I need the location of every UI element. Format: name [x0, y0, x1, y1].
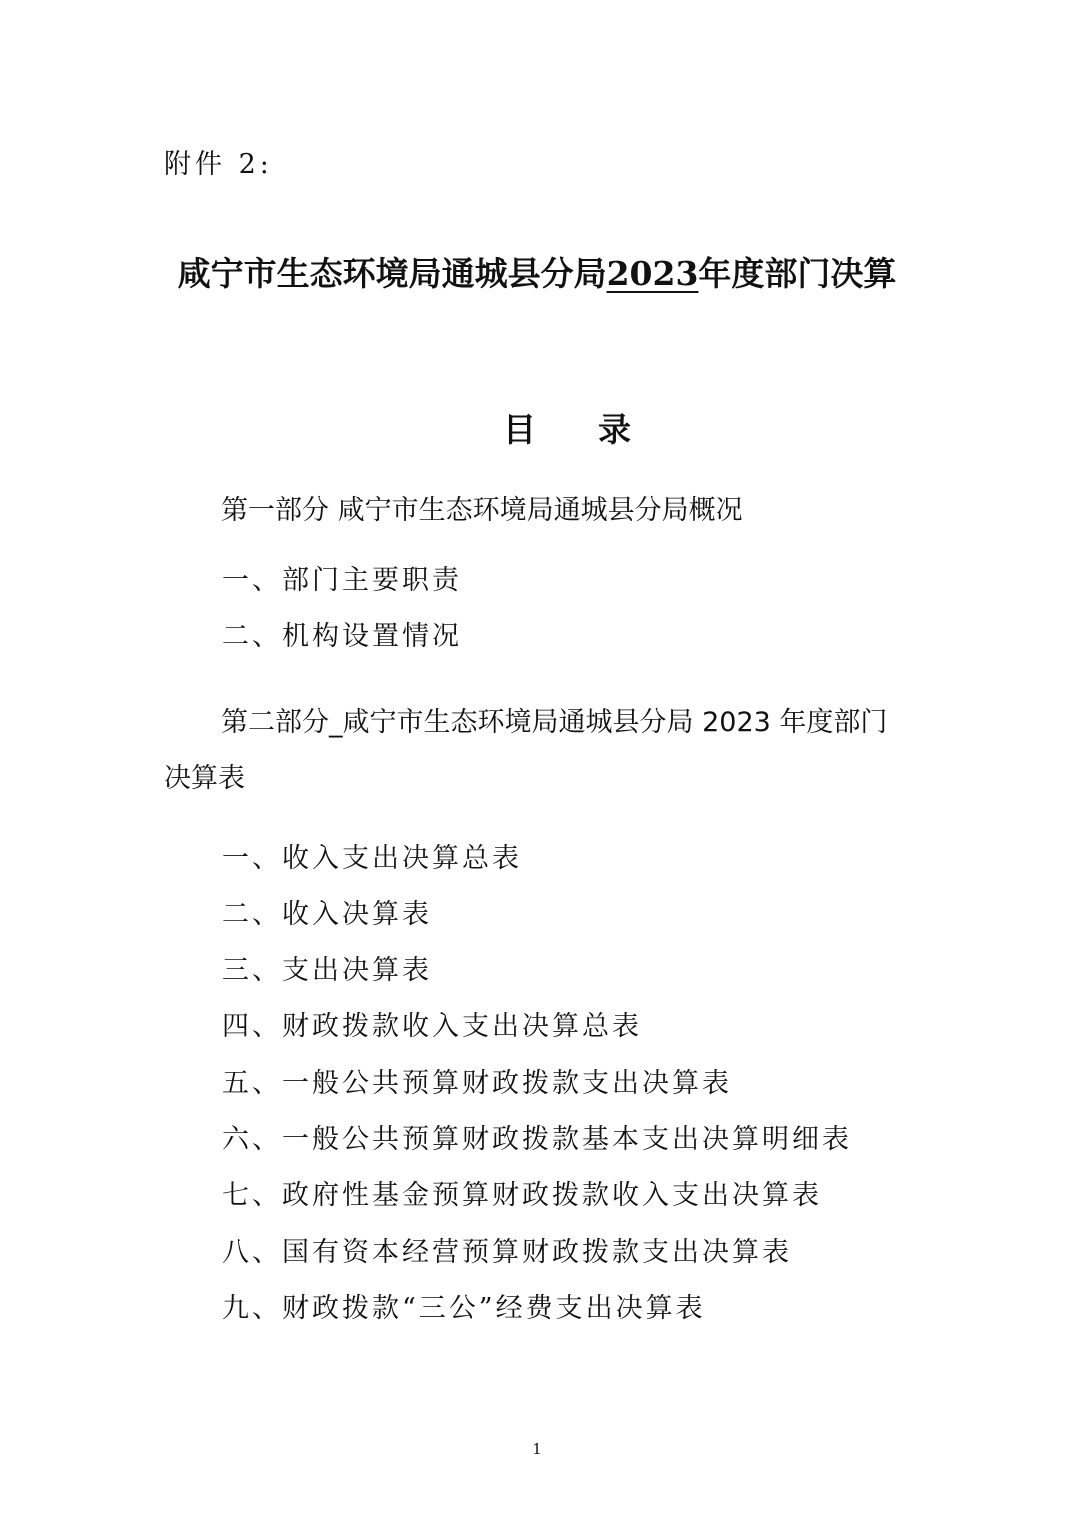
attachment-label: 附件 2:: [164, 149, 273, 180]
toc-item: 二、收入决算表: [222, 899, 432, 930]
toc-item: 七、政府性基金预算财政拨款收入支出决算表: [222, 1180, 822, 1211]
toc-item: 六、一般公共预算财政拨款基本支出决算明细表: [222, 1124, 852, 1155]
toc-item: 一、部门主要职责: [222, 565, 462, 596]
toc-item: 三、支出决算表: [222, 955, 432, 986]
toc-item: 五、一般公共预算财政拨款支出决算表: [222, 1068, 732, 1099]
part2-title: 第二部分_咸宁市生态环境局通城县分局 2023 年度部门: [221, 707, 888, 738]
part1-title: 第一部分 咸宁市生态环境局通城县分局概况: [221, 495, 743, 526]
toc-item: 九、财政拨款“三公”经费支出决算表: [222, 1293, 706, 1324]
toc-item: 八、国有资本经营预算财政拨款支出决算表: [222, 1237, 792, 1268]
toc-item: 二、机构设置情况: [222, 621, 462, 652]
part2-title-continued: 决算表: [164, 763, 245, 794]
page-number: 1: [532, 1440, 542, 1458]
document-title: [0, 248, 1074, 295]
toc-item: 四、财政拨款收入支出决算总表: [222, 1011, 642, 1042]
title-year: 2023: [606, 254, 699, 293]
title-prefix: 咸宁市生态环境局通城县分局: [177, 254, 607, 293]
toc-item: 一、收入支出决算总表: [222, 843, 522, 874]
toc-heading: 目录: [503, 410, 693, 449]
title-suffix: 年度部门决算: [698, 254, 897, 293]
